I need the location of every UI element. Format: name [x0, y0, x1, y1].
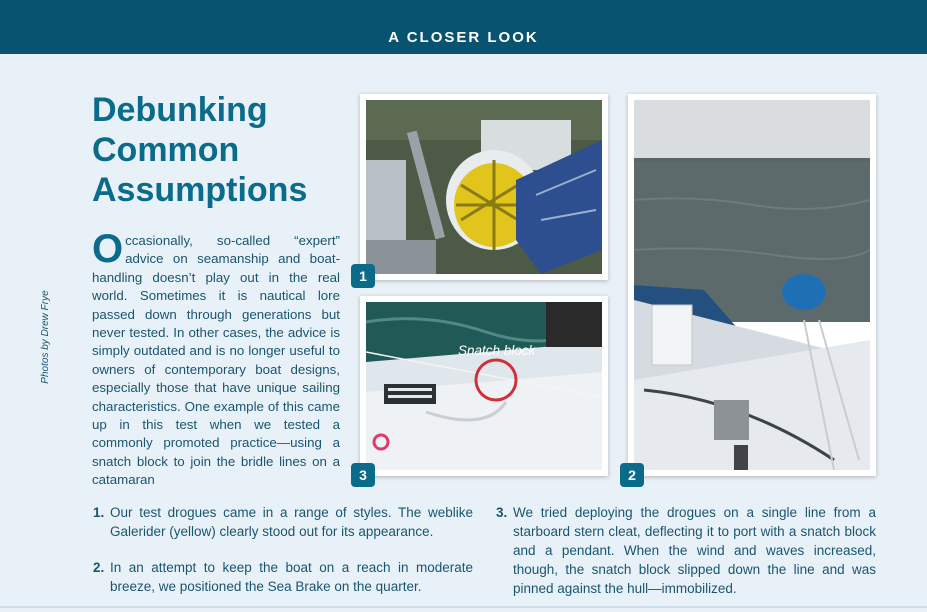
section-header — [0, 0, 927, 54]
photo-3-badge: 3 — [351, 463, 375, 487]
caption-1-text: Our test drogues came in a range of styles. The weblike Galerider (yellow) clearly stood out for its appearance. — [110, 505, 473, 539]
drop-cap: O — [92, 227, 124, 271]
caption-1-number: 1. — [93, 505, 105, 520]
article-body-text: ccasionally, so-called “expert” advice on seamanship and boat-handling doesn’t play out in the real world. Sometimes it is nautical lore passed down through generations but never tested. In other cases, the advice is simply outdated and is no longer useful to owners of contemporary boat designs, especially those that have unique sailing characteristics. One example of this came up in this test when we tested a commonly promoted practice—using a snatch block to join the bridle lines on a catamaran — [92, 233, 340, 488]
photo-1-badge: 1 — [351, 264, 375, 288]
section-title: A CLOSER LOOK — [388, 29, 539, 46]
bottom-divider — [0, 606, 927, 608]
caption-3 — [496, 503, 876, 598]
caption-2-text: In an attempt to keep the boat on a reach in moderate breeze, we positioned the Sea Brake on the quarter. — [110, 560, 473, 594]
article-body — [92, 227, 340, 490]
photo-2-badge: 2 — [620, 463, 644, 487]
snatch-block-label: Snatch block — [458, 343, 536, 358]
photo-2-image — [634, 100, 870, 470]
headline-line-3: Assumptions — [92, 171, 308, 209]
caption-2 — [93, 558, 473, 596]
photo-1-image — [366, 100, 602, 274]
article-headline — [92, 90, 352, 210]
caption-3-text: We tried deploying the drogues on a single line from a starboard stern cleat, deflecting it to port with a snatch block and a pendant. When the wind and waves increased, though, the snatch block slipped down the line and was pinned against the hull—immobilized. — [513, 505, 876, 596]
headline-line-2: Common — [92, 131, 240, 169]
photo-2-frame — [628, 94, 876, 476]
photo-3-image — [366, 302, 602, 470]
photo-3-frame — [360, 296, 608, 476]
headline-line-1: Debunking — [92, 91, 268, 129]
caption-3-number: 3. — [496, 505, 508, 520]
photo-1-frame — [360, 94, 608, 280]
photo-credit: Photos by Drew Frye — [40, 290, 51, 384]
caption-1 — [93, 503, 473, 541]
caption-2-number: 2. — [93, 560, 105, 575]
